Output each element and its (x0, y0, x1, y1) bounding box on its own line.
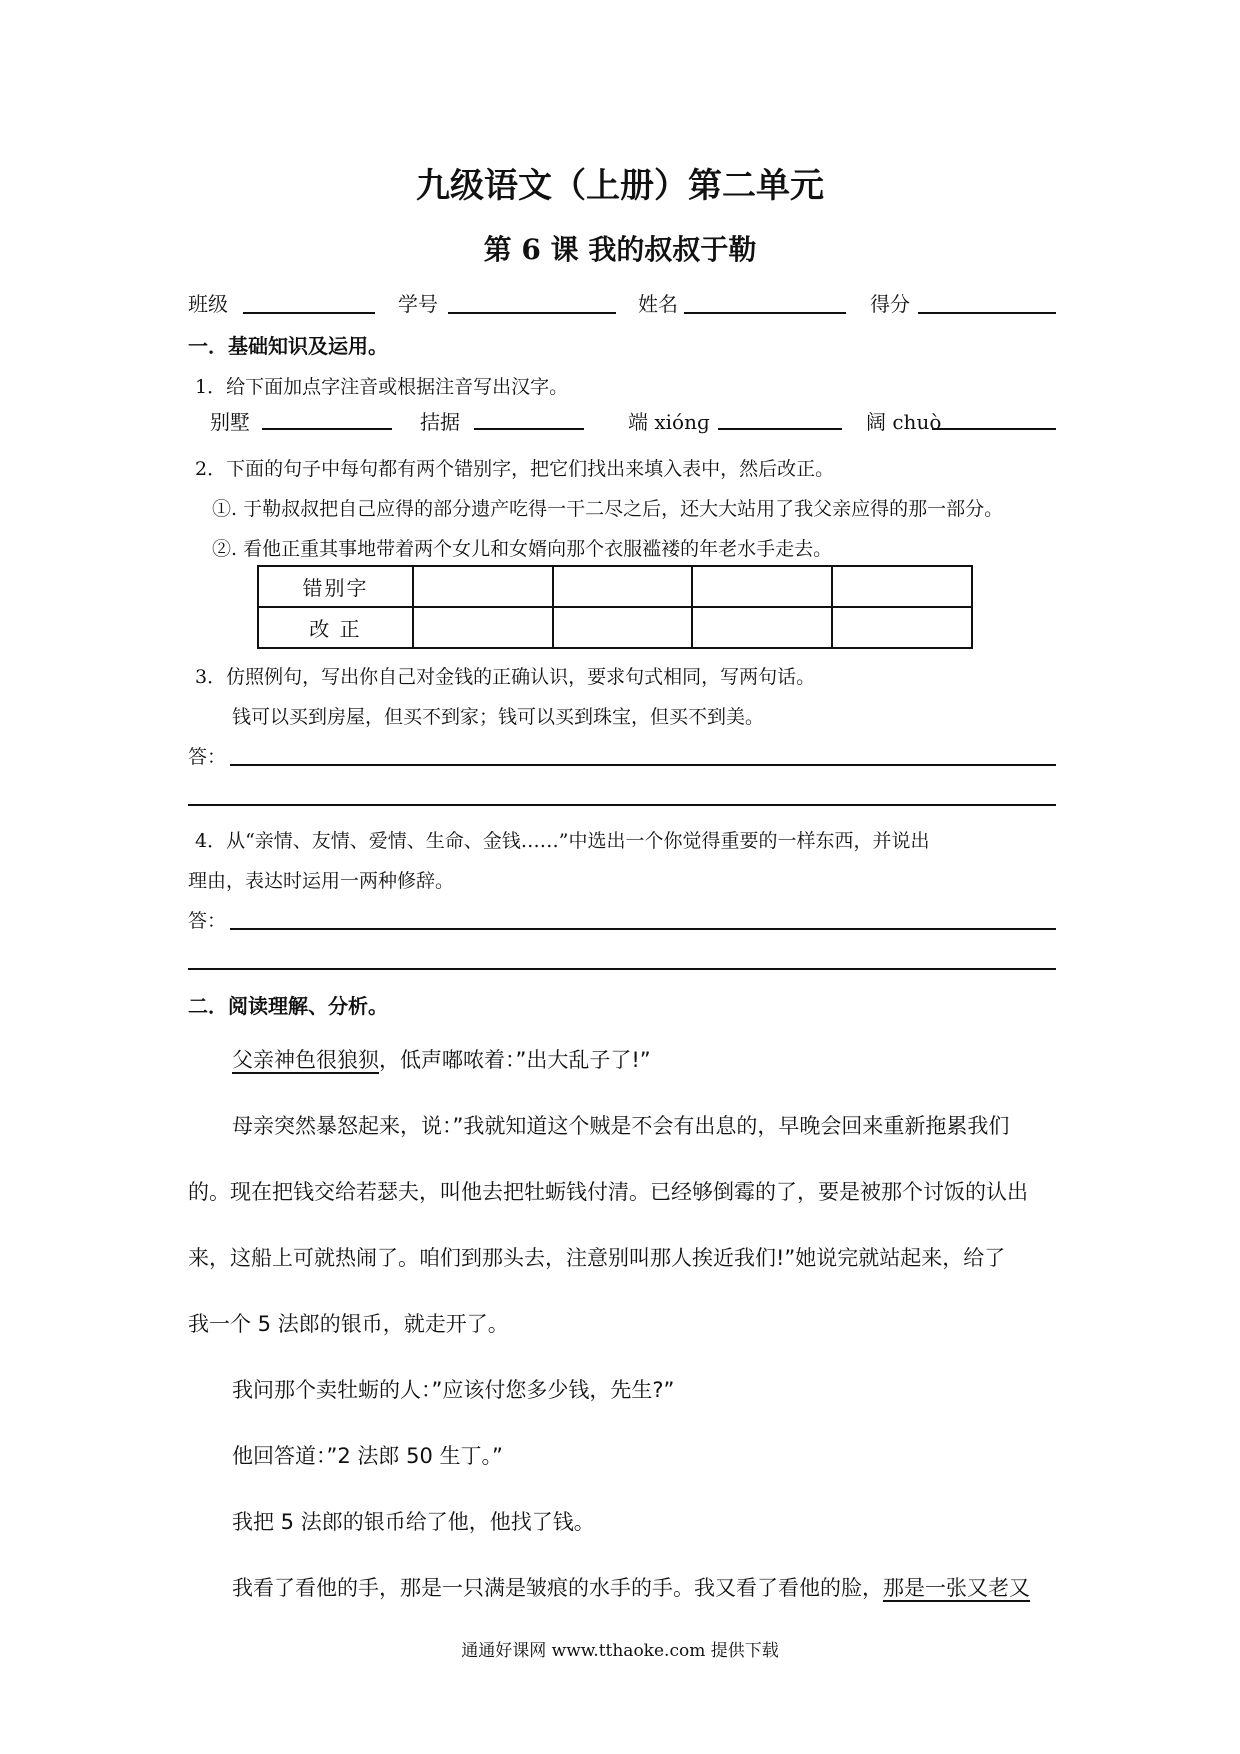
paragraph-text: ，低声嘟哝着：”出大乱子了!” (379, 1048, 651, 1072)
passage-line: 的。现在把钱交给若瑟夫，叫他去把牡蛎钱付清。已经够倒霉的了，要是被那个讨饭的认出 (188, 1180, 1028, 1204)
q2-prompt: 2．下面的句子中每句都有两个错别字，把它们找出来填入表中，然后改正。 (195, 458, 835, 480)
score-label: 得分 (870, 292, 910, 316)
table-row (258, 607, 972, 648)
underlined-phrase: 父亲神色很狼狈 (232, 1048, 379, 1072)
q4-prompt-line1: 4．从“亲情、友情、爱情、生命、金钱……”中选出一个你觉得重要的一样东西，并说出 (195, 830, 930, 852)
q4-answer-line-2[interactable] (188, 968, 1056, 970)
q4-answer-line-1[interactable] (230, 928, 1056, 930)
correction-table (257, 565, 973, 649)
table-cell[interactable] (553, 607, 693, 648)
q1-item-2: 拮据 (420, 410, 460, 434)
q4-answer-label: 答： (188, 910, 227, 932)
table-cell[interactable] (553, 566, 693, 607)
q1-item-3: 端 xiónɡ (628, 410, 710, 434)
score-blank[interactable] (918, 312, 1056, 314)
q1-item-1: 别墅 (210, 410, 250, 434)
q3-answer-label: 答： (188, 746, 227, 768)
passage-paragraph-1 (232, 1044, 651, 1074)
q1-blank-1[interactable] (262, 428, 392, 430)
table-cell[interactable] (413, 566, 553, 607)
lesson-title: 第 6 课 我的叔叔于勒 (483, 233, 757, 266)
q3-answer-line-1[interactable] (230, 764, 1056, 766)
q1-blank-2[interactable] (474, 428, 584, 430)
name-label: 姓名 (638, 292, 678, 316)
q3-answer-line-2[interactable] (188, 804, 1056, 806)
table-cell[interactable] (413, 607, 553, 648)
class-blank[interactable] (243, 312, 375, 314)
q1-blank-4[interactable] (932, 428, 1056, 430)
passage-paragraph-6 (232, 1572, 1030, 1602)
table-header-correction: 改 正 (258, 607, 413, 648)
paragraph-text: 我看了看他的手，那是一只满是皱痕的水手的手。我又看了看他的脸， (232, 1576, 883, 1600)
passage-line: 来，这船上可就热闹了。咱们到那头去，注意别叫那人挨近我们!”她说完就站起来，给了 (188, 1246, 1006, 1270)
q4-prompt-line2: 理由，表达时运用一两种修辞。 (188, 870, 455, 892)
student-id-label: 学号 (398, 292, 438, 316)
table-cell[interactable] (832, 607, 972, 648)
q2-sentence-1: ①. 于勒叔叔把自己应得的部分遗产吃得一干二尽之后，还大大站用了我父亲应得的那一部分。 (212, 498, 1004, 520)
passage-paragraph-5: 我把 5 法郎的银币给了他，他找了钱。 (232, 1510, 595, 1534)
page-title: 九级语文（上册）第二单元 (416, 166, 824, 206)
table-header-wrong-chars: 错别字 (258, 566, 413, 607)
q2-sentence-2: ②. 看他正重其事地带着两个女儿和女婿向那个衣服褴褛的年老水手走去。 (212, 538, 833, 560)
q1-blank-3[interactable] (718, 428, 842, 430)
passage-line: 我一个 5 法郎的银币，就走开了。 (188, 1312, 509, 1336)
class-label: 班级 (188, 292, 228, 316)
name-blank[interactable] (684, 312, 846, 314)
table-row (258, 566, 972, 607)
table-cell[interactable] (692, 607, 832, 648)
q3-example: 钱可以买到房屋，但买不到家；钱可以买到珠宝，但买不到美。 (232, 706, 765, 728)
q3-prompt: 3．仿照例句，写出你自己对金钱的正确认识，要求句式相同，写两句话。 (195, 666, 816, 688)
q1-prompt: 1．给下面加点字注音或根据注音写出汉字。 (195, 376, 569, 398)
passage-paragraph-4: 他回答道：”2 法郎 50 生丁。” (232, 1444, 503, 1468)
passage-line: 母亲突然暴怒起来，说：”我就知道这个贼是不会有出息的，早晚会回来重新拖累我们 (232, 1114, 1010, 1138)
student-id-blank[interactable] (448, 312, 616, 314)
underlined-phrase: 那是一张又老又 (883, 1576, 1030, 1600)
section2-heading: 二．阅读理解、分析。 (188, 994, 388, 1018)
section1-heading: 一．基础知识及运用。 (188, 334, 388, 358)
table-cell[interactable] (832, 566, 972, 607)
q1-item-4: 阔 chuò (866, 410, 942, 434)
table-cell[interactable] (692, 566, 832, 607)
passage-paragraph-3: 我问那个卖牡蛎的人：”应该付您多少钱，先生?” (232, 1378, 675, 1402)
footer-credit: 通通好课网 www.tthaoke.com 提供下载 (461, 1641, 779, 1661)
